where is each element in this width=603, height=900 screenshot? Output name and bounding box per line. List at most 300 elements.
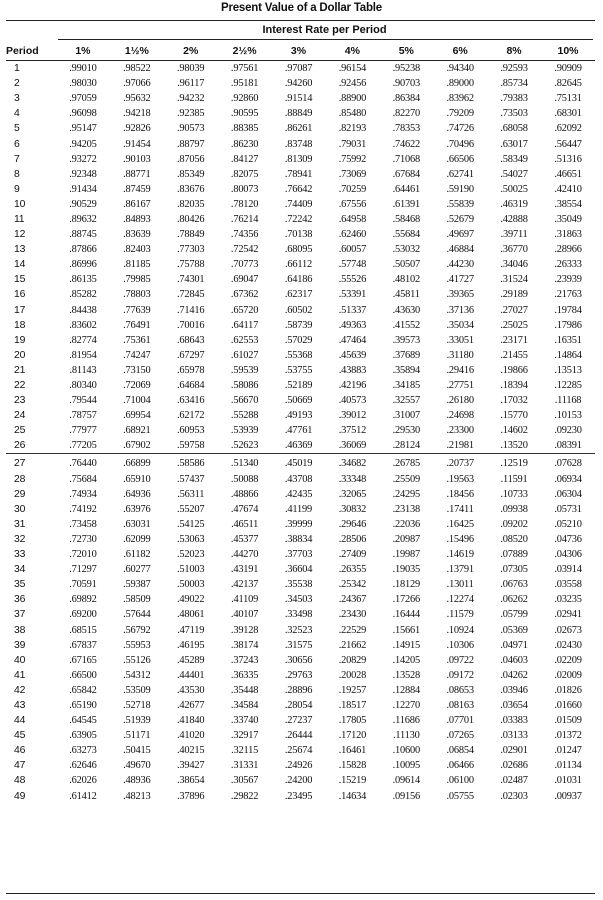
value-cell: .56447 — [554, 138, 582, 150]
value-cell: .01134 — [554, 760, 582, 772]
value-cell: .74192 — [69, 503, 97, 515]
value-cell: .92385 — [177, 108, 205, 120]
value-cell: .90529 — [69, 198, 97, 210]
value-cell: .40573 — [338, 395, 367, 407]
value-cell: .50003 — [177, 579, 205, 591]
value-cell: .02430 — [554, 639, 582, 651]
value-cell: .39365 — [446, 289, 474, 301]
value-cell: .19866 — [500, 364, 528, 376]
table-row — [6, 106, 595, 121]
value-cell: .98030 — [69, 78, 97, 90]
value-cell: .62092 — [554, 123, 582, 135]
value-cell: .72010 — [69, 549, 97, 561]
value-cell: .22529 — [338, 624, 367, 636]
period-cell: 20 — [14, 349, 26, 361]
value-cell: .59539 — [230, 364, 259, 376]
value-cell: .86135 — [69, 274, 97, 286]
value-cell: .81954 — [69, 349, 97, 361]
value-cell: .51003 — [177, 564, 205, 576]
value-cell: .09614 — [392, 775, 420, 787]
value-cell: .97059 — [69, 93, 97, 105]
value-cell: .88849 — [284, 108, 313, 120]
value-cell: .18129 — [392, 579, 420, 591]
period-cell: 21 — [14, 364, 26, 376]
value-cell: .05210 — [554, 518, 582, 530]
value-cell: .78757 — [69, 410, 97, 422]
value-cell: .20737 — [433, 454, 487, 472]
value-cell: .19257 — [338, 684, 367, 696]
table-row — [6, 257, 595, 272]
value-cell: .90703 — [392, 78, 420, 90]
value-cell: .43530 — [177, 684, 205, 696]
value-cell: .05731 — [554, 503, 582, 515]
value-cell: .86261 — [284, 123, 313, 135]
value-cell: .30832 — [338, 503, 367, 515]
value-cell: .45639 — [338, 349, 367, 361]
value-cell: .63017 — [500, 138, 528, 150]
table-row — [6, 272, 595, 287]
value-cell: .08163 — [446, 699, 474, 711]
value-cell: .35049 — [554, 213, 582, 225]
value-cell: .49022 — [177, 594, 205, 606]
value-cell: .16444 — [392, 609, 420, 621]
value-cell: .36069 — [338, 440, 367, 452]
column-header-rate: 2½% — [218, 41, 272, 61]
value-cell: .43630 — [392, 304, 420, 316]
value-cell: .41727 — [446, 274, 474, 286]
value-cell: .78353 — [392, 123, 420, 135]
value-cell: .05369 — [500, 624, 528, 636]
value-cell: .60953 — [177, 425, 205, 437]
value-cell: .21455 — [500, 349, 528, 361]
value-cell: .67684 — [392, 168, 420, 180]
value-cell: .16461 — [338, 745, 367, 757]
value-cell: .31863 — [554, 229, 582, 241]
value-cell: .97087 — [284, 63, 313, 75]
value-cell: .80073 — [230, 183, 259, 195]
value-cell: .14915 — [392, 639, 420, 651]
value-cell: .15496 — [446, 533, 474, 545]
period-cell: 38 — [14, 624, 26, 636]
value-cell: .85349 — [177, 168, 205, 180]
value-cell: .50669 — [284, 395, 313, 407]
value-cell: .39999 — [284, 518, 313, 530]
table-row — [6, 227, 595, 242]
value-cell: .61412 — [69, 790, 97, 802]
period-cell: 8 — [14, 168, 20, 180]
value-cell: .36604 — [284, 564, 313, 576]
value-cell: .67362 — [230, 289, 259, 301]
period-cell: 44 — [14, 715, 26, 727]
value-cell: .90595 — [230, 108, 259, 120]
value-cell: .03235 — [554, 594, 582, 606]
value-cell: .82193 — [338, 123, 367, 135]
value-cell: .50025 — [500, 183, 528, 195]
value-cell: .95238 — [392, 63, 420, 75]
value-cell: .52679 — [446, 213, 474, 225]
value-cell: .31180 — [446, 349, 474, 361]
value-cell: .81309 — [284, 153, 313, 165]
value-cell: .02303 — [500, 790, 528, 802]
value-cell: .94205 — [69, 138, 97, 150]
value-cell: .78849 — [177, 229, 205, 241]
value-cell: .31007 — [392, 410, 420, 422]
value-cell: .27409 — [338, 549, 367, 561]
value-cell: .23300 — [446, 425, 474, 437]
value-cell: .43708 — [284, 473, 313, 485]
value-cell: .50088 — [230, 473, 259, 485]
value-cell: .88745 — [69, 229, 97, 241]
value-cell: .78803 — [123, 289, 151, 301]
value-cell: .41840 — [177, 715, 205, 727]
table-row — [6, 502, 595, 517]
value-cell: .07265 — [446, 730, 474, 742]
period-cell: 15 — [14, 274, 26, 286]
value-cell: .12270 — [392, 699, 420, 711]
value-cell: .38174 — [230, 639, 259, 651]
value-cell: .09722 — [446, 654, 474, 666]
value-cell: .11686 — [392, 715, 420, 727]
value-cell: .86996 — [69, 259, 97, 271]
value-cell: .12274 — [446, 594, 474, 606]
value-cell: .64684 — [177, 380, 205, 392]
value-cell: .79209 — [446, 108, 474, 120]
value-cell: .48102 — [392, 274, 420, 286]
value-cell: .62460 — [338, 229, 367, 241]
value-cell: .88771 — [123, 168, 151, 180]
value-cell: .51939 — [123, 715, 151, 727]
period-cell: 10 — [14, 198, 26, 210]
value-cell: .94218 — [123, 108, 151, 120]
value-cell: .70591 — [69, 579, 97, 591]
value-cell: .90573 — [177, 123, 205, 135]
value-cell: .34503 — [284, 594, 313, 606]
value-cell: .81185 — [123, 259, 151, 271]
value-cell: .59758 — [177, 440, 205, 452]
table-row — [6, 577, 595, 592]
value-cell: .45377 — [230, 533, 259, 545]
value-cell: .58509 — [123, 594, 151, 606]
value-cell: .04306 — [554, 549, 582, 561]
table-row — [6, 454, 595, 472]
value-cell: .95181 — [230, 78, 259, 90]
value-cell: .55126 — [123, 654, 151, 666]
period-cell: 39 — [14, 639, 26, 651]
value-cell: .37243 — [230, 654, 259, 666]
value-cell: .45019 — [272, 454, 326, 472]
table-row — [6, 61, 595, 77]
period-cell: 9 — [14, 183, 20, 195]
value-cell: .01826 — [554, 684, 582, 696]
value-cell: .50415 — [123, 745, 151, 757]
value-cell: .51340 — [218, 454, 272, 472]
value-cell: .77303 — [177, 244, 205, 256]
value-cell: .23495 — [284, 790, 313, 802]
value-cell: .70138 — [284, 229, 313, 241]
value-cell: .79031 — [338, 138, 367, 150]
value-cell: .24200 — [284, 775, 313, 787]
value-cell: .55526 — [338, 274, 367, 286]
value-cell: .66899 — [110, 454, 164, 472]
period-cell: 16 — [14, 289, 26, 301]
value-cell: .44270 — [230, 549, 259, 561]
value-cell: .16425 — [446, 518, 474, 530]
value-cell: .26444 — [284, 730, 313, 742]
value-cell: .69200 — [69, 609, 97, 621]
value-cell: .76214 — [230, 213, 259, 225]
value-cell: .28124 — [392, 440, 420, 452]
value-cell: .57644 — [123, 609, 151, 621]
period-cell: 23 — [14, 395, 26, 407]
value-cell: .15661 — [392, 624, 420, 636]
value-cell: .49670 — [123, 760, 151, 772]
value-cell: .55288 — [230, 410, 259, 422]
value-cell: .62553 — [230, 334, 259, 346]
value-cell: .33348 — [338, 473, 367, 485]
value-cell: .72542 — [230, 244, 259, 256]
value-cell: .29822 — [230, 790, 259, 802]
table-row — [6, 758, 595, 773]
value-cell: .51316 — [554, 153, 582, 165]
value-cell: .04603 — [500, 654, 528, 666]
value-cell: .50507 — [392, 259, 420, 271]
value-cell: .58468 — [392, 213, 420, 225]
value-cell: .11591 — [500, 473, 528, 485]
value-cell: .02901 — [500, 745, 528, 757]
value-cell: .41552 — [392, 319, 420, 331]
value-cell: .54027 — [500, 168, 528, 180]
value-cell: .07305 — [500, 564, 528, 576]
value-cell: .01372 — [554, 730, 582, 742]
table-row — [6, 167, 595, 182]
value-cell: .01509 — [554, 715, 582, 727]
value-cell: .23171 — [500, 334, 528, 346]
value-cell: .11579 — [446, 609, 474, 621]
period-cell: 28 — [14, 473, 26, 485]
table-row — [6, 728, 595, 743]
value-cell: .42196 — [338, 380, 367, 392]
value-cell: .39573 — [392, 334, 420, 346]
table-row — [6, 713, 595, 728]
value-cell: .83748 — [284, 138, 313, 150]
value-cell: .73503 — [500, 108, 528, 120]
value-cell: .20987 — [392, 533, 420, 545]
value-cell: .39711 — [500, 229, 528, 241]
value-cell: .27027 — [500, 304, 528, 316]
value-cell: .67902 — [123, 440, 151, 452]
value-cell: .14634 — [338, 790, 367, 802]
value-cell: .32917 — [230, 730, 259, 742]
value-cell: .76491 — [123, 319, 151, 331]
value-cell: .31575 — [284, 639, 313, 651]
value-cell: .19563 — [446, 473, 474, 485]
period-cell: 29 — [14, 488, 26, 500]
value-cell: .52189 — [284, 380, 313, 392]
value-cell: .17266 — [392, 594, 420, 606]
value-cell: .34682 — [325, 454, 379, 472]
value-cell: .72845 — [177, 289, 205, 301]
value-cell: .84438 — [69, 304, 97, 316]
value-cell: .64461 — [392, 183, 420, 195]
value-cell: .38554 — [554, 198, 582, 210]
value-cell: .18517 — [338, 699, 367, 711]
value-cell: .59190 — [446, 183, 474, 195]
period-cell: 25 — [14, 425, 26, 437]
period-cell: 5 — [14, 123, 20, 135]
value-cell: .42677 — [177, 699, 205, 711]
value-cell: .46369 — [284, 440, 313, 452]
value-cell: .62741 — [446, 168, 474, 180]
value-cell: .74301 — [177, 274, 205, 286]
value-cell: .02009 — [554, 669, 582, 681]
value-cell: .39012 — [338, 410, 367, 422]
value-cell: .03558 — [554, 579, 582, 591]
value-cell: .46319 — [500, 198, 528, 210]
value-cell: .98522 — [123, 63, 151, 75]
value-cell: .28506 — [338, 533, 367, 545]
value-cell: .68921 — [123, 425, 151, 437]
value-cell: .61391 — [392, 198, 420, 210]
value-cell: .71004 — [123, 395, 151, 407]
value-cell: .17986 — [554, 319, 582, 331]
period-cell: 36 — [14, 594, 26, 606]
value-cell: .58086 — [230, 380, 259, 392]
value-cell: .82035 — [177, 198, 205, 210]
value-cell: .66506 — [446, 153, 474, 165]
value-cell: .83602 — [69, 319, 97, 331]
value-cell: .82270 — [392, 108, 420, 120]
value-cell: .75684 — [69, 473, 97, 485]
table-row — [6, 547, 595, 562]
value-cell: .77639 — [123, 304, 151, 316]
value-cell: .31331 — [230, 760, 259, 772]
value-cell: .92593 — [500, 63, 528, 75]
value-cell: .71297 — [69, 564, 97, 576]
value-cell: .68095 — [284, 244, 313, 256]
value-cell: .25342 — [338, 579, 367, 591]
value-cell: .75788 — [177, 259, 205, 271]
value-cell: .47761 — [284, 425, 313, 437]
value-cell: .69892 — [69, 594, 97, 606]
value-cell: .29416 — [446, 364, 474, 376]
value-cell: .07889 — [500, 549, 528, 561]
value-cell: .36770 — [500, 244, 528, 256]
interest-rate-subheading: Interest Rate per Period — [262, 24, 387, 36]
value-cell: .05799 — [500, 609, 528, 621]
table-row — [6, 212, 595, 227]
header-row — [6, 41, 595, 61]
value-cell: .63273 — [69, 745, 97, 757]
value-cell: .94260 — [284, 78, 313, 90]
value-cell: .62317 — [284, 289, 313, 301]
value-cell: .10924 — [446, 624, 474, 636]
value-cell: .80340 — [69, 380, 97, 392]
column-header-rate: 2% — [164, 41, 218, 61]
value-cell: .57748 — [338, 259, 367, 271]
value-cell: .26180 — [446, 395, 474, 407]
value-cell: .37136 — [446, 304, 474, 316]
value-cell: .37512 — [338, 425, 367, 437]
value-cell: .56311 — [177, 488, 205, 500]
value-cell: .49697 — [446, 229, 474, 241]
value-cell: .37703 — [284, 549, 313, 561]
value-cell: .26333 — [554, 259, 582, 271]
value-cell: .92348 — [69, 168, 97, 180]
table-row — [6, 487, 595, 502]
value-cell: .29189 — [500, 289, 528, 301]
value-cell: .23939 — [554, 274, 582, 286]
value-cell: .68058 — [500, 123, 528, 135]
value-cell: .05755 — [446, 790, 474, 802]
value-cell: .04262 — [500, 669, 528, 681]
value-cell: .82645 — [554, 78, 582, 90]
value-cell: .66500 — [69, 669, 97, 681]
value-cell: .56670 — [230, 395, 259, 407]
value-cell: .62646 — [69, 760, 97, 772]
value-cell: .74247 — [123, 349, 151, 361]
value-cell: .46651 — [554, 168, 582, 180]
value-cell: .96154 — [338, 63, 367, 75]
table-row — [6, 622, 595, 637]
value-cell: .82075 — [230, 168, 259, 180]
value-cell: .63416 — [177, 395, 205, 407]
value-cell: .14205 — [392, 654, 420, 666]
value-cell: .35448 — [230, 684, 259, 696]
table-row — [6, 562, 595, 577]
value-cell: .10306 — [446, 639, 474, 651]
value-cell: .11130 — [392, 730, 420, 742]
value-cell: .34584 — [230, 699, 259, 711]
period-cell: 18 — [14, 319, 26, 331]
value-cell: .68301 — [554, 108, 582, 120]
value-cell: .88385 — [230, 123, 259, 135]
column-header-rate: 8% — [487, 41, 541, 61]
table-row — [6, 318, 595, 333]
value-cell: .53509 — [123, 684, 151, 696]
value-cell: .76642 — [284, 183, 313, 195]
value-cell: .02941 — [554, 609, 582, 621]
period-cell: 26 — [14, 440, 26, 452]
value-cell: .70259 — [338, 183, 367, 195]
value-cell: .46884 — [446, 244, 474, 256]
period-cell: 3 — [14, 93, 20, 105]
value-cell: .49363 — [338, 319, 367, 331]
value-cell: .65842 — [69, 684, 97, 696]
value-cell: .74622 — [392, 138, 420, 150]
value-cell: .72242 — [284, 213, 313, 225]
value-cell: .80426 — [177, 213, 205, 225]
value-cell: .65720 — [230, 304, 259, 316]
value-cell: .41199 — [285, 503, 312, 515]
value-cell: .68515 — [69, 624, 97, 636]
value-cell: .64958 — [338, 213, 367, 225]
value-cell: .14602 — [500, 425, 528, 437]
value-cell: .48866 — [230, 488, 259, 500]
value-cell: .13520 — [500, 440, 528, 452]
value-cell: .29646 — [338, 518, 367, 530]
value-cell: .17120 — [338, 730, 367, 742]
value-cell: .63905 — [69, 730, 97, 742]
value-cell: .13011 — [446, 579, 474, 591]
value-cell: .91434 — [69, 183, 97, 195]
value-cell: .40215 — [177, 745, 205, 757]
value-cell: .15770 — [500, 410, 528, 422]
value-cell: .90103 — [123, 153, 151, 165]
value-cell: .75361 — [123, 334, 151, 346]
value-cell: .42435 — [284, 488, 313, 500]
period-cell: 7 — [14, 153, 20, 165]
value-cell: .03383 — [500, 715, 528, 727]
